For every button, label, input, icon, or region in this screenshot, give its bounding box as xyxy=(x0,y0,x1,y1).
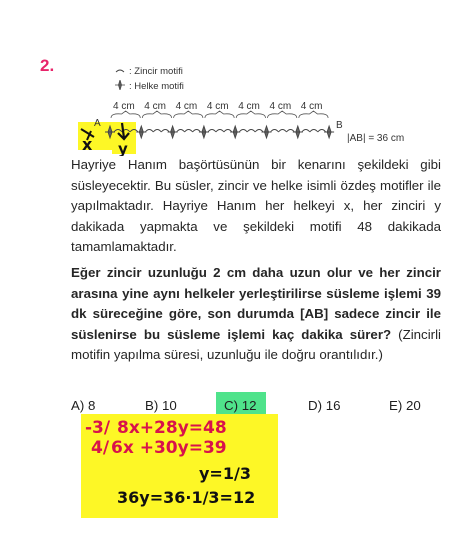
chain-link xyxy=(145,130,153,133)
legend-chain-row xyxy=(113,64,184,79)
segment-brace xyxy=(268,111,297,118)
chain-link xyxy=(153,130,161,133)
segment-brace xyxy=(111,111,140,118)
segment-label: 4 cm xyxy=(269,101,292,112)
helix-motif xyxy=(230,126,240,138)
segment-brace xyxy=(236,111,265,118)
solution-line3: y=1/3 xyxy=(199,464,251,483)
legend-chain-label: : Zincir motifi xyxy=(129,66,183,77)
legend-helix-row xyxy=(113,79,184,94)
question-paragraph-1: Hayriye Hanım başörtüsünün bir kenarını şekildeki gibi süsleyecektir. Bu süsler, zincir ve helke isimli özdeş motifler ile yapılmaktadır. Hayriye Hanım her helkeyi x, her zinciri y dakikada yapmakta ve şekildeki motifi 48 dakikada tamamlamaktadır. xyxy=(71,157,441,255)
segment-labels xyxy=(113,101,322,112)
chain-link xyxy=(271,130,279,133)
solution-line2-factor: 4/ xyxy=(91,438,110,458)
segment-label: 4 cm xyxy=(175,101,198,112)
solution-line4: 36y=36·1/3=12 xyxy=(117,488,256,507)
solution-line2: 6x +30y=39 xyxy=(111,438,227,458)
chain-link xyxy=(247,130,255,133)
segment-label: 4 cm xyxy=(113,101,135,112)
question-number: 2. xyxy=(40,56,55,75)
helix-motifs xyxy=(105,126,334,138)
chain-link xyxy=(216,130,224,133)
point-a-label: A xyxy=(94,118,101,129)
question-paragraph-2 xyxy=(71,263,441,366)
motif-figure xyxy=(78,96,448,156)
chain-link xyxy=(239,130,247,133)
option-d[interactable]: D) 16 xyxy=(308,398,341,413)
option-a[interactable]: A) 8 xyxy=(71,398,96,413)
segment-label: 4 cm xyxy=(206,101,229,112)
handwritten-solution xyxy=(81,414,278,518)
helix-motif xyxy=(324,126,334,138)
chain-motif-icon xyxy=(113,66,127,77)
annotation-y: y xyxy=(118,140,128,156)
segment-brace xyxy=(205,111,234,118)
helix-motif xyxy=(262,126,272,138)
legend-helix-label: : Helke motifi xyxy=(129,81,184,92)
chain-link xyxy=(279,130,287,133)
helix-motif xyxy=(168,126,178,138)
option-b[interactable]: B) 10 xyxy=(145,398,177,413)
segment-brace xyxy=(174,111,203,118)
segment-label: 4 cm xyxy=(144,101,166,112)
point-b-label: B xyxy=(336,120,343,131)
chain-link xyxy=(177,130,185,133)
helix-motif xyxy=(136,126,146,138)
segment-braces xyxy=(111,111,328,118)
option-c[interactable]: C) 12 xyxy=(224,398,257,413)
segment-label: 4 cm xyxy=(238,101,260,112)
segment-brace xyxy=(299,111,328,118)
solution-line1: 8x+28y=48 xyxy=(117,418,227,438)
chain-link xyxy=(208,130,216,133)
segment-brace xyxy=(142,111,171,118)
segment-label: 4 cm xyxy=(300,101,323,112)
solution-line1-factor: -3/ xyxy=(85,418,111,438)
helix-motif xyxy=(293,126,303,138)
question-note: (Zincirli motifin yapılma süresi, uzunluğu ile doğru orantılıdır.) xyxy=(71,326,441,363)
helix-motif xyxy=(199,126,209,138)
question-prompt-bold: Eğer zincir uzunluğu 2 cm daha uzun olur ve her zincir arasına yine aynı helkeler yerleştirilirse süsleme işlemi 39 dk süreceğine göre, son durumda [AB] sadece zincir ile süslenirse bu süsleme işlemi kaç dakika sürer? xyxy=(71,265,441,342)
chain-link xyxy=(185,130,193,133)
chain-link xyxy=(310,130,318,133)
chain-link xyxy=(302,130,310,133)
figure-legend xyxy=(113,64,184,94)
option-e[interactable]: E) 20 xyxy=(389,398,421,413)
annotation-x: x xyxy=(82,135,93,154)
ab-length-label: |AB| = 36 cm xyxy=(347,133,405,144)
helix-motif-icon xyxy=(113,80,127,93)
